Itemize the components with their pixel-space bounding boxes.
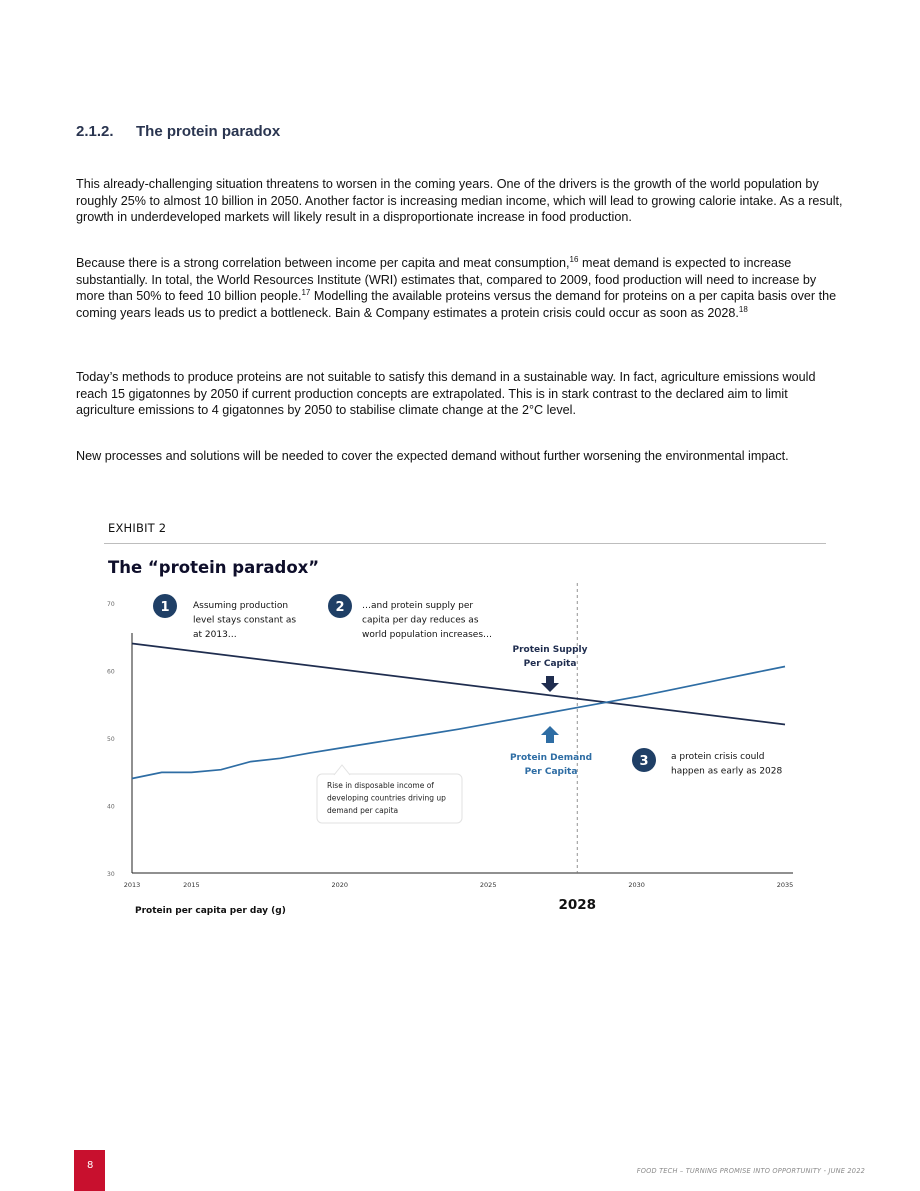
y-tick-label: 60 [107, 668, 115, 676]
paragraph-2-part-a: Because there is a strong correlation between income per capita and meat consumption, [76, 256, 570, 270]
x-tick-label: 2025 [479, 881, 497, 889]
section-title: The protein paradox [136, 123, 281, 140]
annotation-text: world population increases… [362, 630, 493, 640]
paragraph-4: New processes and solutions will be needed to cover the expected demand without further worsening the environmental impact. [76, 449, 789, 463]
annotation-text: Assuming production [193, 601, 289, 611]
callout-text: demand per capita [327, 806, 399, 815]
x-tick-label: 2015 [183, 881, 200, 889]
axis-title: Protein per capita per day (g) [135, 906, 286, 916]
down-arrow-icon [541, 676, 559, 692]
y-tick-label: 30 [107, 871, 115, 878]
exhibit-label: EXHIBIT 2 [108, 521, 167, 535]
page-number: 8 [87, 1160, 94, 1171]
x-tick-label: 2035 [776, 881, 794, 889]
demand-label: Protein Demand [509, 753, 593, 763]
callout-text: developing countries driving up [327, 793, 446, 803]
annotation-text: at 2013… [193, 630, 237, 640]
annotation-text: capita per day reduces as [362, 615, 479, 626]
paragraph-2-part-b: meat demand is expected to increase substantially. In total, the World Resources Institute (WRI) estimates that, compared to 2009, food production will need to increase by more than 50% to feed 10 billion people. [76, 256, 817, 304]
footnote-ref-17[interactable]: 17 [301, 288, 311, 298]
supply-label: Protein Supply [512, 645, 588, 655]
footer-text: FOOD TECH – TURNING PROMISE INTO OPPORTUNITY - JUNE 2022 [636, 1167, 865, 1175]
paragraph-2-part-c: Modelling the available proteins versus the demand for proteins on a per capita basis over the coming years leads us to predict a bottleneck. Bain & Company estimates a protein crisis could occur as soon as 2028. [76, 289, 837, 321]
demand-label: Per Capita [524, 767, 578, 777]
up-arrow-icon [541, 726, 559, 743]
x-tick-label: 2020 [331, 881, 349, 889]
footnote-ref-18[interactable]: 18 [738, 304, 748, 314]
callout-text: Rise in disposable income of [327, 781, 434, 790]
supply-label: Per Capita [523, 659, 577, 669]
x-tick-label: 2030 [628, 881, 645, 889]
annotation-text: level stays constant as [193, 615, 297, 626]
annotation-number: 1 [160, 600, 170, 615]
annotation-number: 3 [639, 754, 649, 769]
y-tick-label: 50 [107, 736, 115, 743]
paragraph-1: This already-challenging situation threatens to worsen in the coming years. One of the drivers is the growth of the world population by roughly 25% to almost 10 billion in 2050. Another factor is increasing median income, which will lead to growing calorie intake. As a result, growth in underdeveloped markets will likely result in a disproportionate increase in food production. [76, 177, 843, 225]
annotation-text: happen as early as 2028 [671, 766, 783, 777]
callout-pointer [334, 765, 350, 775]
annotation-text: a protein crisis could [671, 752, 765, 762]
supply-series-line [132, 644, 785, 725]
footnote-ref-16[interactable]: 16 [569, 254, 579, 264]
y-tick-label: 40 [107, 803, 115, 811]
x-tick-label: 2013 [123, 881, 141, 889]
annotation-number: 2 [335, 600, 345, 615]
paragraph-3: Today’s methods to produce proteins are not suitable to satisfy this demand in a sustainable way. In fact, agriculture emissions would reach 15 gigatonnes by 2050 if current production concepts are extrapolated. This is in stark contrast to the declared aim to limit agriculture emissions to 4 gigatonnes by 2050 to stabilise climate change at the 2°C level. [76, 370, 816, 418]
annotation-text: …and protein supply per [362, 601, 474, 611]
section-number: 2.1.2. [76, 123, 114, 140]
exhibit-title: The “protein paradox” [108, 558, 320, 577]
y-tick-label: 70 [107, 601, 115, 608]
page-number-box [74, 1150, 105, 1191]
crossover-year-label: 2028 [558, 897, 597, 913]
